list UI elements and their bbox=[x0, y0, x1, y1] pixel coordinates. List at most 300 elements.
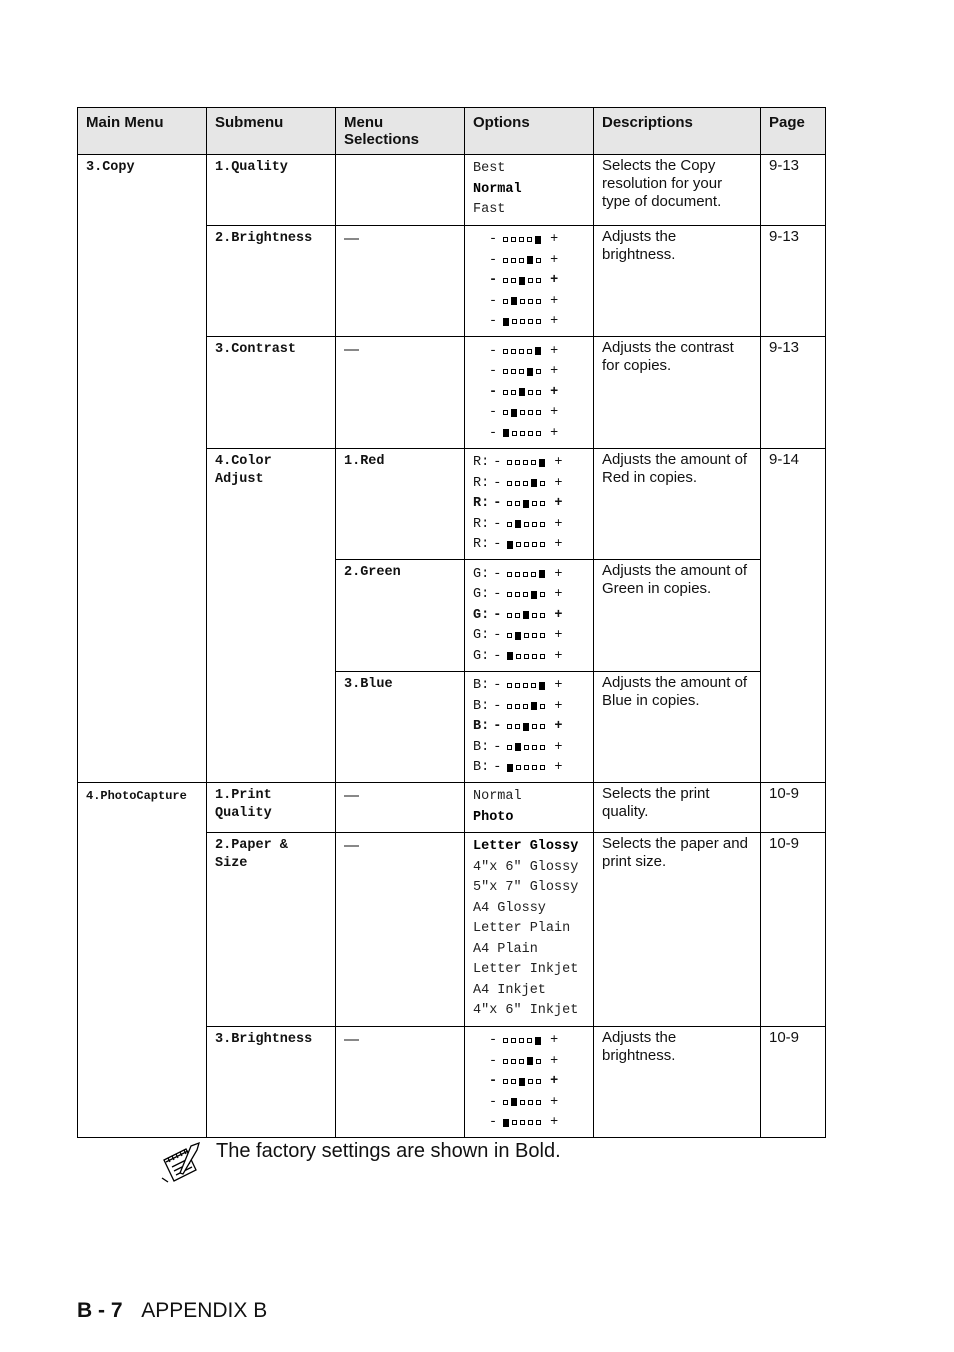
level-row bbox=[473, 403, 585, 424]
level-marker-filled bbox=[523, 723, 529, 731]
paper-option: Letter Plain bbox=[473, 921, 571, 936]
level-marker-empty bbox=[507, 460, 512, 465]
options-cell bbox=[465, 155, 594, 226]
level-marker-empty bbox=[528, 390, 533, 395]
description-photo-brightness: Adjusts the brightness. bbox=[602, 1028, 677, 1064]
description-cell bbox=[594, 337, 761, 449]
level-marker-empty bbox=[516, 542, 521, 547]
submenu-contrast: 3.Contrast bbox=[215, 342, 297, 357]
level-marker-empty bbox=[536, 258, 541, 263]
level-prefix: G: bbox=[473, 587, 490, 603]
description-cell bbox=[594, 833, 761, 1027]
selection-dash: — bbox=[344, 837, 359, 854]
level-marker-empty bbox=[531, 460, 536, 465]
plus-symbol: + bbox=[554, 648, 563, 664]
level-marker-empty bbox=[536, 1100, 541, 1105]
level-marker-empty bbox=[536, 319, 541, 324]
selection-cell bbox=[336, 671, 465, 783]
description-blue: Adjusts the amount of Blue in copies. bbox=[602, 673, 748, 709]
options-cell bbox=[465, 337, 594, 449]
level-marker-empty bbox=[511, 390, 516, 395]
description-red: Adjusts the amount of Red in copies. bbox=[602, 450, 748, 486]
minus-symbol: - bbox=[493, 566, 502, 582]
level-marker-empty bbox=[512, 431, 517, 436]
plus-symbol: + bbox=[550, 1094, 559, 1110]
page-number: B - 7 bbox=[77, 1299, 123, 1322]
level-marker-empty bbox=[516, 765, 521, 770]
level-row bbox=[473, 494, 585, 515]
level-marker-filled bbox=[539, 459, 545, 467]
selection-cell bbox=[336, 783, 465, 833]
options-cell bbox=[465, 448, 594, 560]
minus-symbol: - bbox=[493, 719, 502, 735]
minus-symbol: - bbox=[489, 1115, 498, 1131]
level-marker-empty bbox=[524, 654, 529, 659]
options-cell bbox=[465, 671, 594, 783]
level-marker-empty bbox=[507, 592, 512, 597]
level-marker-filled bbox=[519, 277, 525, 285]
level-row bbox=[473, 646, 585, 667]
level-options-contrast bbox=[465, 337, 593, 448]
options-cell bbox=[465, 560, 594, 672]
level-marker-empty bbox=[519, 1059, 524, 1064]
level-marker-empty bbox=[503, 349, 508, 354]
level-marker-empty bbox=[507, 501, 512, 506]
submenu-brightness: 2.Brightness bbox=[215, 230, 313, 246]
main-menu-copy: 3.Copy bbox=[86, 160, 135, 175]
level-marker-empty bbox=[536, 431, 541, 436]
page-cell bbox=[761, 225, 826, 337]
options-cell bbox=[465, 225, 594, 337]
level-row bbox=[473, 382, 585, 403]
level-marker-empty bbox=[511, 1079, 516, 1084]
selection-green: 2.Green bbox=[344, 565, 401, 580]
level-row bbox=[473, 473, 585, 494]
level-marker-filled bbox=[511, 1098, 517, 1106]
level-marker-empty bbox=[503, 1059, 508, 1064]
option-photo: Photo bbox=[473, 809, 514, 825]
plus-symbol: + bbox=[554, 516, 563, 532]
level-marker-empty bbox=[540, 765, 545, 770]
level-marker-filled bbox=[515, 743, 521, 751]
level-marker-empty bbox=[536, 1059, 541, 1064]
header-descriptions: Descriptions bbox=[594, 108, 761, 155]
level-row bbox=[473, 696, 585, 717]
header-menu-selections: Menu Selections bbox=[336, 108, 465, 155]
level-marker-empty bbox=[527, 349, 532, 354]
level-marker-empty bbox=[536, 278, 541, 283]
minus-symbol: - bbox=[489, 425, 498, 441]
level-marker-empty bbox=[520, 1100, 525, 1105]
level-marker-empty bbox=[531, 572, 536, 577]
level-marker-empty bbox=[528, 319, 533, 324]
plus-symbol: + bbox=[554, 698, 563, 714]
level-marker-empty bbox=[540, 522, 545, 527]
plus-symbol: + bbox=[550, 252, 559, 268]
level-row bbox=[473, 1092, 585, 1113]
table-row bbox=[78, 155, 826, 226]
page-cell bbox=[761, 448, 826, 783]
level-marker-empty bbox=[503, 1038, 508, 1043]
level-marker-empty bbox=[503, 410, 508, 415]
level-marker-empty bbox=[507, 522, 512, 527]
level-marker-empty bbox=[528, 1120, 533, 1125]
level-marker-empty bbox=[503, 299, 508, 304]
level-marker-empty bbox=[540, 542, 545, 547]
level-marker-filled bbox=[535, 347, 541, 355]
level-marker-empty bbox=[515, 460, 520, 465]
level-marker-empty bbox=[515, 592, 520, 597]
level-row bbox=[473, 564, 585, 585]
level-marker-filled bbox=[527, 368, 533, 376]
level-marker-filled bbox=[511, 297, 517, 305]
level-marker-empty bbox=[507, 572, 512, 577]
level-marker-filled bbox=[515, 520, 521, 528]
level-marker-empty bbox=[503, 237, 508, 242]
selection-dash: — bbox=[344, 1030, 359, 1048]
selection-dash: — bbox=[344, 787, 359, 804]
level-row bbox=[473, 362, 585, 383]
level-marker-empty bbox=[515, 501, 520, 506]
plus-symbol: + bbox=[550, 1115, 559, 1131]
level-marker-empty bbox=[507, 724, 512, 729]
level-marker-empty bbox=[519, 349, 524, 354]
minus-symbol: - bbox=[493, 475, 502, 491]
selection-dash: — bbox=[344, 341, 359, 358]
minus-symbol: - bbox=[493, 760, 502, 776]
submenu-cell bbox=[207, 337, 336, 449]
level-marker-filled bbox=[531, 479, 537, 487]
level-marker-empty bbox=[503, 258, 508, 263]
page-photo-brightness: 10-9 bbox=[769, 1028, 800, 1046]
submenu-print-quality: 1.Print Quality bbox=[215, 788, 272, 821]
level-marker-empty bbox=[507, 613, 512, 618]
main-menu-photocapture: 4.PhotoCapture bbox=[86, 789, 187, 803]
level-marker-filled bbox=[535, 1037, 541, 1045]
plus-symbol: + bbox=[550, 364, 559, 380]
level-marker-empty bbox=[511, 278, 516, 283]
minus-symbol: - bbox=[489, 252, 498, 268]
level-prefix: B: bbox=[473, 698, 490, 714]
level-marker-filled bbox=[531, 591, 537, 599]
description-contrast: Adjusts the contrast for copies. bbox=[602, 339, 734, 374]
level-marker-empty bbox=[511, 237, 516, 242]
level-marker-empty bbox=[528, 278, 533, 283]
paper-option: A4 Inkjet bbox=[473, 982, 546, 998]
minus-symbol: - bbox=[493, 496, 502, 512]
level-marker-empty bbox=[524, 745, 529, 750]
level-marker-empty bbox=[523, 460, 528, 465]
minus-symbol: - bbox=[493, 516, 502, 532]
level-marker-empty bbox=[507, 481, 512, 486]
level-marker-filled bbox=[531, 702, 537, 710]
level-row bbox=[473, 271, 585, 292]
level-marker-empty bbox=[503, 390, 508, 395]
selection-dash: — bbox=[344, 229, 359, 247]
minus-symbol: - bbox=[489, 405, 498, 421]
level-marker-empty bbox=[532, 522, 537, 527]
header-options: Options bbox=[465, 108, 594, 155]
page-cell bbox=[761, 783, 826, 833]
level-marker-empty bbox=[507, 683, 512, 688]
level-row bbox=[473, 230, 585, 251]
level-marker-empty bbox=[528, 1100, 533, 1105]
header-submenu: Submenu bbox=[207, 108, 336, 155]
level-marker-empty bbox=[540, 654, 545, 659]
page-footer bbox=[77, 1299, 267, 1323]
plus-symbol: + bbox=[550, 405, 559, 421]
level-marker-empty bbox=[527, 237, 532, 242]
page-quality: 9-13 bbox=[769, 157, 800, 174]
submenu-cell bbox=[207, 155, 336, 226]
level-options-blue bbox=[465, 672, 593, 783]
level-marker-empty bbox=[524, 633, 529, 638]
level-marker-empty bbox=[540, 613, 545, 618]
minus-symbol: - bbox=[489, 314, 498, 330]
level-row bbox=[473, 605, 585, 626]
level-marker-empty bbox=[511, 1038, 516, 1043]
page-cell bbox=[761, 337, 826, 449]
page-color-adjust: 9-14 bbox=[769, 450, 800, 468]
minus-symbol: - bbox=[493, 739, 502, 755]
plus-symbol: + bbox=[554, 455, 563, 471]
level-row bbox=[473, 1031, 585, 1052]
level-marker-empty bbox=[519, 258, 524, 263]
level-row bbox=[473, 312, 585, 333]
options-cell bbox=[465, 1026, 594, 1138]
level-marker-empty bbox=[520, 319, 525, 324]
level-row bbox=[473, 250, 585, 271]
level-marker-empty bbox=[511, 1059, 516, 1064]
plus-symbol: + bbox=[550, 1033, 559, 1049]
level-marker-empty bbox=[524, 522, 529, 527]
main-menu-cell bbox=[78, 783, 207, 1138]
level-marker-empty bbox=[512, 1120, 517, 1125]
minus-symbol: - bbox=[489, 273, 498, 289]
level-marker-empty bbox=[503, 369, 508, 374]
header-main-menu: Main Menu bbox=[78, 108, 207, 155]
plus-symbol: + bbox=[550, 425, 559, 441]
note-pad-icon bbox=[158, 1140, 202, 1184]
plus-symbol: + bbox=[554, 566, 563, 582]
selection-blue: 3.Blue bbox=[344, 676, 393, 692]
submenu-color-adjust: 4.Color Adjust bbox=[215, 453, 272, 487]
minus-symbol: - bbox=[489, 1094, 498, 1110]
level-marker-filled bbox=[503, 318, 509, 326]
option-normal: Normal bbox=[473, 789, 522, 804]
level-row bbox=[473, 1113, 585, 1134]
level-marker-empty bbox=[527, 1038, 532, 1043]
paper-option: 4"x 6" Glossy bbox=[473, 859, 579, 875]
level-marker-empty bbox=[512, 319, 517, 324]
minus-symbol: - bbox=[493, 648, 502, 664]
selection-cell bbox=[336, 560, 465, 672]
level-prefix: R: bbox=[473, 537, 490, 553]
level-marker-empty bbox=[536, 1079, 541, 1084]
options-cell bbox=[465, 783, 594, 833]
level-marker-empty bbox=[536, 1120, 541, 1125]
level-marker-empty bbox=[532, 654, 537, 659]
level-marker-filled bbox=[535, 236, 541, 244]
selection-cell bbox=[336, 155, 465, 226]
level-options-brightness bbox=[465, 226, 593, 337]
plus-symbol: + bbox=[554, 496, 563, 512]
minus-symbol: - bbox=[493, 455, 502, 471]
level-marker-filled bbox=[503, 429, 509, 437]
level-marker-empty bbox=[532, 724, 537, 729]
level-row bbox=[473, 291, 585, 312]
table-row bbox=[78, 783, 826, 833]
appendix-title: APPENDIX B bbox=[141, 1299, 268, 1322]
page-cell bbox=[761, 155, 826, 226]
level-marker-empty bbox=[524, 542, 529, 547]
level-marker-filled bbox=[515, 632, 521, 640]
description-cell bbox=[594, 560, 761, 672]
level-prefix: R: bbox=[473, 475, 490, 491]
level-prefix: G: bbox=[473, 648, 490, 664]
plus-symbol: + bbox=[554, 607, 563, 623]
minus-symbol: - bbox=[489, 1074, 498, 1090]
level-marker-filled bbox=[507, 652, 513, 660]
level-marker-empty bbox=[515, 613, 520, 618]
submenu-cell bbox=[207, 1026, 336, 1138]
paper-option: A4 Plain bbox=[473, 941, 538, 957]
plus-symbol: + bbox=[554, 628, 563, 644]
level-marker-empty bbox=[516, 654, 521, 659]
level-marker-empty bbox=[503, 1079, 508, 1084]
level-prefix: B: bbox=[473, 678, 490, 694]
level-marker-filled bbox=[511, 409, 517, 417]
minus-symbol: - bbox=[493, 607, 502, 623]
level-marker-empty bbox=[511, 258, 516, 263]
level-options-green bbox=[465, 560, 593, 671]
selection-cell bbox=[336, 337, 465, 449]
minus-symbol: - bbox=[489, 1053, 498, 1069]
level-marker-filled bbox=[539, 570, 545, 578]
header-row bbox=[78, 108, 826, 155]
minus-symbol: - bbox=[489, 364, 498, 380]
level-marker-empty bbox=[532, 613, 537, 618]
level-marker-empty bbox=[531, 683, 536, 688]
minus-symbol: - bbox=[489, 384, 498, 400]
option-fast: Fast bbox=[473, 202, 506, 217]
level-marker-empty bbox=[507, 745, 512, 750]
level-marker-empty bbox=[515, 481, 520, 486]
page-brightness: 9-13 bbox=[769, 227, 800, 245]
submenu-quality: 1.Quality bbox=[215, 160, 288, 175]
level-marker-empty bbox=[540, 704, 545, 709]
description-brightness: Adjusts the brightness. bbox=[602, 227, 677, 263]
level-marker-empty bbox=[532, 765, 537, 770]
header-page: Page bbox=[761, 108, 826, 155]
level-marker-empty bbox=[515, 724, 520, 729]
level-marker-empty bbox=[540, 481, 545, 486]
paper-option: Letter Inkjet bbox=[473, 962, 579, 977]
level-marker-empty bbox=[503, 278, 508, 283]
level-row bbox=[473, 585, 585, 606]
option-normal: Normal bbox=[473, 181, 522, 197]
level-options-red bbox=[465, 449, 593, 560]
plus-symbol: + bbox=[550, 1053, 559, 1069]
option-best: Best bbox=[473, 161, 506, 176]
selection-cell bbox=[336, 225, 465, 337]
level-row bbox=[473, 514, 585, 535]
minus-symbol: - bbox=[489, 343, 498, 359]
selection-red: 1.Red bbox=[344, 453, 385, 469]
level-marker-filled bbox=[527, 1057, 533, 1065]
level-row bbox=[473, 423, 585, 444]
level-marker-empty bbox=[503, 1100, 508, 1105]
minus-symbol: - bbox=[493, 587, 502, 603]
selection-cell bbox=[336, 1026, 465, 1138]
page-contrast: 9-13 bbox=[769, 339, 800, 356]
plus-symbol: + bbox=[554, 719, 563, 735]
description-quality: Selects the Copy resolution for your type of document. bbox=[602, 157, 723, 210]
description-green: Adjusts the amount of Green in copies. bbox=[602, 562, 748, 597]
level-marker-empty bbox=[511, 349, 516, 354]
minus-symbol: - bbox=[489, 1033, 498, 1049]
submenu-cell bbox=[207, 448, 336, 783]
level-marker-empty bbox=[536, 369, 541, 374]
level-prefix: B: bbox=[473, 739, 490, 755]
level-row bbox=[473, 758, 585, 779]
level-marker-empty bbox=[515, 704, 520, 709]
note bbox=[158, 1140, 561, 1184]
level-prefix: R: bbox=[473, 516, 490, 532]
level-marker-empty bbox=[520, 410, 525, 415]
minus-symbol: - bbox=[493, 678, 502, 694]
level-marker-empty bbox=[523, 592, 528, 597]
level-marker-empty bbox=[519, 369, 524, 374]
note-text: The factory settings are shown in Bold. bbox=[216, 1140, 561, 1162]
submenu-photo-brightness: 3.Brightness bbox=[215, 1031, 313, 1047]
submenu-paper-size: 2.Paper & Size bbox=[215, 838, 288, 871]
level-prefix: B: bbox=[473, 719, 490, 735]
level-marker-filled bbox=[523, 611, 529, 619]
level-row bbox=[473, 1051, 585, 1072]
level-row bbox=[473, 737, 585, 758]
level-marker-empty bbox=[540, 501, 545, 506]
level-marker-filled bbox=[527, 256, 533, 264]
level-marker-empty bbox=[523, 572, 528, 577]
level-prefix: G: bbox=[473, 628, 490, 644]
level-marker-empty bbox=[528, 1079, 533, 1084]
submenu-cell bbox=[207, 225, 336, 337]
level-marker-empty bbox=[532, 501, 537, 506]
level-marker-empty bbox=[524, 765, 529, 770]
page-print-quality: 10-9 bbox=[769, 785, 800, 802]
plus-symbol: + bbox=[554, 760, 563, 776]
level-marker-empty bbox=[515, 572, 520, 577]
plus-symbol: + bbox=[550, 314, 559, 330]
level-marker-empty bbox=[528, 299, 533, 304]
level-marker-empty bbox=[528, 410, 533, 415]
level-prefix: G: bbox=[473, 566, 490, 582]
level-marker-empty bbox=[540, 592, 545, 597]
options-cell bbox=[465, 833, 594, 1027]
level-marker-filled bbox=[519, 388, 525, 396]
level-row bbox=[473, 626, 585, 647]
selection-cell bbox=[336, 448, 465, 560]
plus-symbol: + bbox=[554, 587, 563, 603]
level-marker-empty bbox=[507, 633, 512, 638]
level-row bbox=[473, 453, 585, 474]
page-cell bbox=[761, 833, 826, 1027]
level-options-photo-brightness bbox=[465, 1027, 593, 1138]
plus-symbol: + bbox=[550, 343, 559, 359]
submenu-cell bbox=[207, 833, 336, 1027]
submenu-cell bbox=[207, 783, 336, 833]
